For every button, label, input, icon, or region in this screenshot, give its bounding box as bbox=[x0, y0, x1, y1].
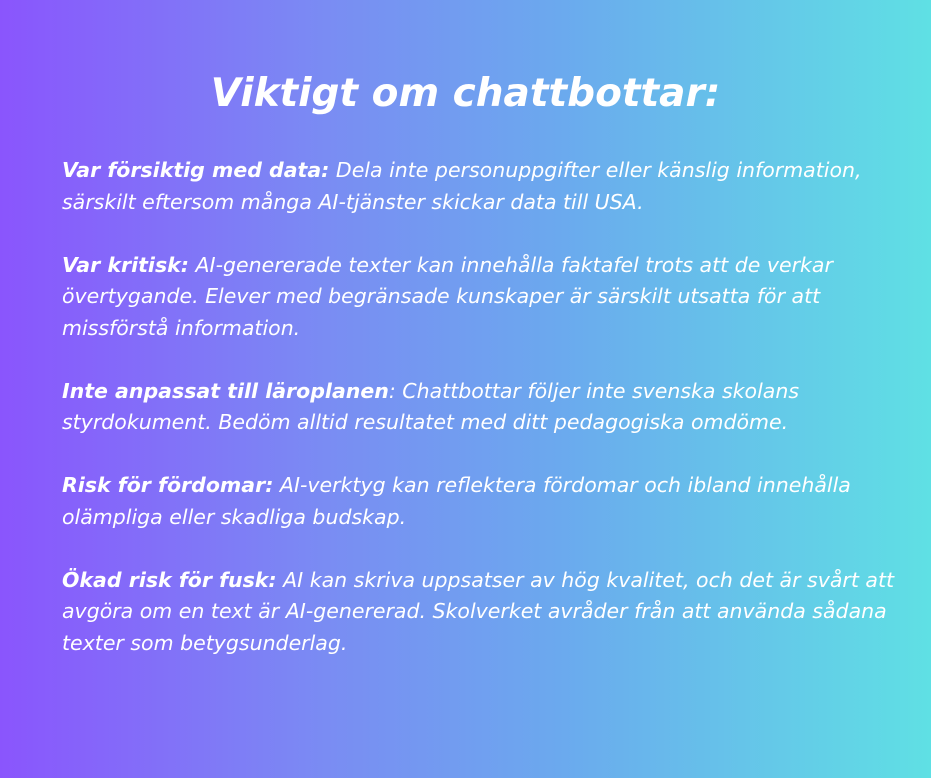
tip-label: Var kritisk: bbox=[62, 252, 189, 277]
tip-text: AI-verktyg kan reflektera fördomar och ibland innehålla olämpliga eller skadliga budskap. bbox=[62, 473, 851, 529]
tip-label: Ökad risk för fusk: bbox=[62, 567, 277, 592]
page-title: Viktigt om chattbottar: bbox=[210, 71, 721, 116]
tip-data-privacy bbox=[62, 155, 902, 218]
tip-label: Var försiktig med data: bbox=[62, 158, 330, 182]
tip-be-critical bbox=[62, 250, 902, 345]
tip-text: Dela inte personuppgifter eller känslig information, särskilt eftersom många AI-tjänster skickar data till USA. bbox=[62, 158, 862, 214]
tip-label: Inte anpassat till läroplanen bbox=[62, 378, 389, 403]
tip-curriculum bbox=[62, 376, 902, 439]
tip-text: : Chattbottar följer inte svenska skolans styrdokument. Bedöm alltid resultatet med ditt pedagogiska omdöme. bbox=[62, 378, 800, 434]
tip-cheating bbox=[62, 565, 902, 660]
tip-label: Risk för fördomar: bbox=[62, 473, 274, 497]
tip-text: AI-genererade texter kan innehålla faktafel trots att de verkar övertygande. Elever med begränsade kunskaper är särskilt utsatta för att missförstå information. bbox=[62, 252, 833, 340]
tips-list bbox=[62, 155, 902, 691]
tip-bias bbox=[62, 470, 902, 533]
tip-text: AI kan skriva uppsatser av hög kvalitet, och det är svårt att avgöra om en text är AI-genererad. Skolverket avråder från att använda sådana texter som betygsunderlag. bbox=[62, 567, 895, 655]
